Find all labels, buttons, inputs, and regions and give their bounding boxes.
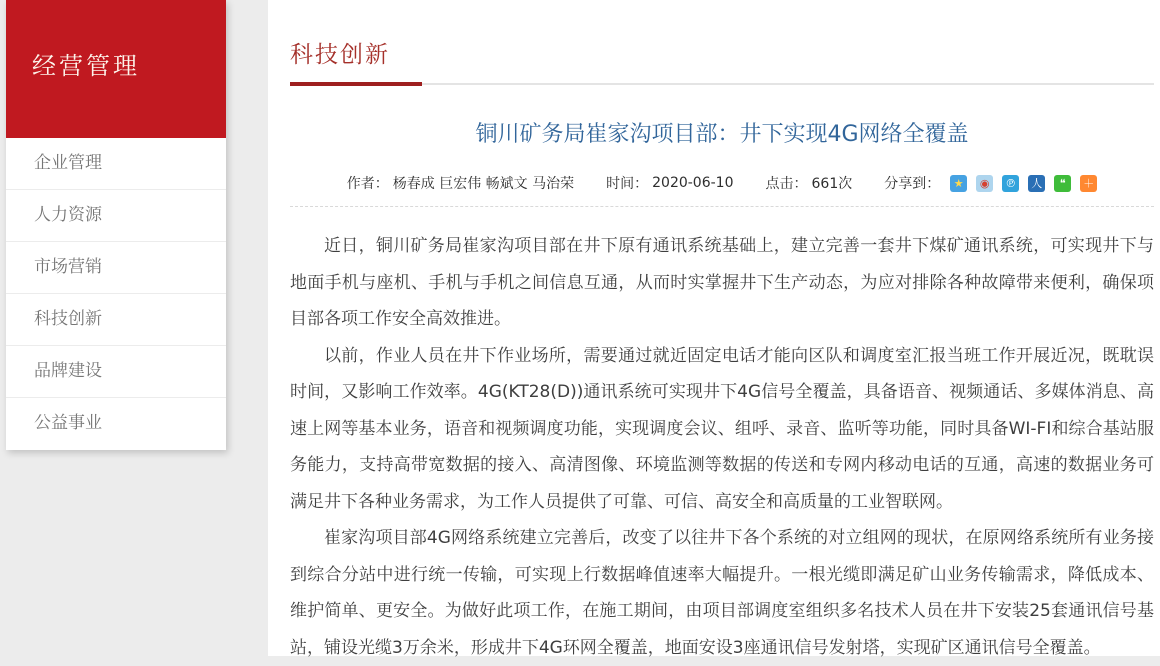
renren-icon[interactable]: 人 [1028, 175, 1045, 192]
time-value: 2020-06-10 [652, 175, 734, 191]
sidebar-menu [6, 138, 226, 450]
sidebar-item-human-resources[interactable]: 人力资源 [6, 190, 226, 242]
qzone-icon[interactable]: ★ [950, 175, 967, 192]
article-paragraph: 近日，铜川矿务局崔家沟项目部在井下原有通讯系统基础上，建立完善一套井下煤矿通讯系统，可实现井下与地面手机与座机、手机与手机之间信息互通，从而时实掌握井下生产动态，为应对排除各种故障带来便利，确保项目部各项工作安全高效推进。 [290, 236, 1154, 329]
share-label: 分享到： [884, 176, 941, 192]
article-paragraph: 以前，作业人员在井下作业场所，需要通过就近固定电话才能向区队和调度室汇报当班工作开展近况，既耽误时间，又影响工作效率。4G(KT28(D))通讯系统可实现井下4G信号全覆盖，具备语音、视频通话、多媒体消息、高速上网等基本业务，语音和视频调度功能，实现调度会议、组呼、录音、监听等功能，同时具备WI-FI和综合基站服务能力，支持高带宽数据的接入、高清图像、环境监测等数据的传送和专网内移动电话的互通，高速的数据业务可满足井下各种业务需求，为工作人员提供了可靠、可信、高安全和高质量的工业智联网。 [290, 345, 1154, 512]
article-meta [290, 173, 1154, 193]
section-underline-accent [290, 82, 422, 86]
main-content [268, 0, 1160, 656]
sidebar-item-enterprise-management[interactable]: 企业管理 [6, 138, 226, 190]
section-underline [290, 82, 1154, 86]
section-title: 科技创新 [290, 42, 390, 68]
meta-clicks [766, 173, 853, 193]
sidebar-title: 经营管理 [6, 0, 226, 138]
article-body [290, 228, 1154, 666]
author-label: 作者： [346, 176, 389, 192]
section-underline-rule [422, 83, 1154, 85]
sidebar [6, 0, 226, 450]
sidebar-item-marketing[interactable]: 市场营销 [6, 242, 226, 294]
clicks-value: 661次 [811, 176, 853, 192]
meta-author [347, 173, 574, 193]
author-names: 杨春成 巨宏伟 畅斌文 马治荣 [392, 176, 575, 192]
wechat-icon[interactable]: ❝ [1054, 175, 1071, 192]
article-paragraph: 崔家沟项目部4G网络系统建立完善后，改变了以往井下各个系统的对立组网的现状，在原网络系统所有业务接到综合分站中进行统一传输，可实现上行数据峰值速率大幅提升。一根光缆即满足矿山业务传输需求，降低成本、维护简单、更安全。为做好此项工作，在施工期间，由项目部调度室组织多名技术人员在井下安装25套通讯信号基站，铺设光缆3万余米，形成井下4G环网全覆盖，地面安设3座通讯信号发射塔，实现矿区通讯信号全覆盖。 [290, 528, 1154, 658]
meta-separator [290, 206, 1154, 207]
article-title: 铜川矿务局崔家沟项目部：井下实现4G网络全覆盖 [475, 122, 969, 147]
sidebar-item-tech-innovation[interactable]: 科技创新 [6, 294, 226, 346]
tencent-weibo-icon[interactable]: ℗ [1002, 175, 1019, 192]
meta-share [884, 173, 1097, 193]
clicks-label: 点击： [765, 176, 808, 192]
sidebar-item-public-welfare[interactable]: 公益事业 [34, 413, 102, 433]
share-more-icon[interactable]: ＋ [1080, 175, 1097, 192]
sidebar-item-brand-building[interactable]: 品牌建设 [6, 346, 226, 398]
meta-time [606, 173, 733, 193]
share-icons [950, 175, 1097, 192]
time-label: 时间： [606, 176, 649, 192]
sina-weibo-icon[interactable]: ◉ [976, 175, 993, 192]
